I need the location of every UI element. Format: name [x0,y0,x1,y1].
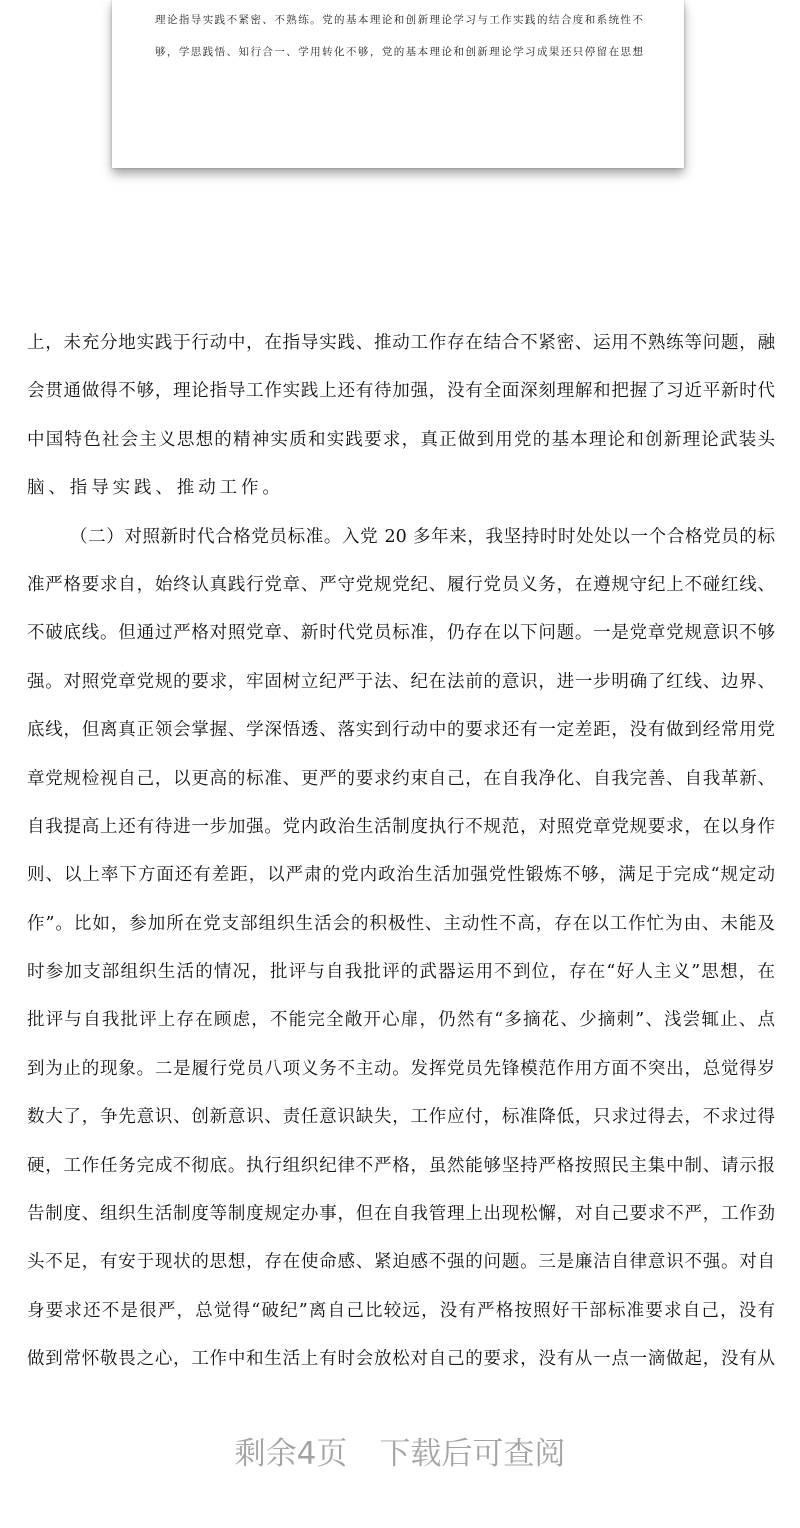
text-line: 硬，工作任务完成不彻底。执行组织纪律不严格，虽然能够坚持严格按照民主集中制、请示报 [27,1155,775,1176]
text-line: 不破底线。但通过严格对照党章、新时代党员标准，仍存在以下问题。一是党章党规意识不够 [27,623,775,644]
text-line: 准严格要求自，始终认真践行党章、严守党规党纪、履行党员义务，在遵规守纪上不碰红线、 [27,574,775,595]
text-line: （二）对照新时代合格党员标准。入党 20 多年来，我坚持时时处处以一个合格党员的标 [70,526,775,547]
text-line: 强。对照党章党规的要求，牢固树立纪严于法、纪在法前的意识，进一步明确了红线、边界、 [27,671,775,692]
text-line: 章党规检视自己，以更高的标准、更严的要求约束自己，在自我净化、自我完善、自我革新、 [27,768,775,789]
text-line: 告制度、组织生活制度等制度规定办事，但在自我管理上出现松懈，对自己要求不严，工作劲 [27,1204,775,1225]
document-body [27,328,775,1393]
preview-line: 理论指导实践不紧密、不熟练。党的基本理论和创新理论学习与工作实践的结合度和系统性不 [155,14,643,26]
text-line: 做到常怀敬畏之心，工作中和生活上有时会放松对自己的要求，没有从一点一滴做起，没有从 [27,1349,775,1370]
text-line: 会贯通做得不够，理论指导工作实践上还有待加强，没有全面深刻理解和把握了习近平新时代 [27,381,775,402]
paragraph-1 [27,328,775,522]
download-to-view-text[interactable]: 下载后可查阅 [379,1436,566,1472]
text-line: 身要求还不是很严，总觉得“破纪”离自己比较远，没有严格按照好干部标准要求自己，没有 [27,1300,775,1321]
text-line: 则、以上率下方面还有差距，以严肃的党内政治生活加强党性锻炼不够，满足于完成“规定动 [27,865,775,886]
text-line: 底线，但离真正领会掌握、学深悟透、落实到行动中的要求还有一定差距，没有做到经常用党 [27,720,775,741]
text-line: 批评与自我批评上存在顾虑，不能完全敞开心扉，仍然有“多摘花、少摘刺”、浅尝辄止、点 [27,1010,775,1031]
text-line: 上，未充分地实践于行动中，在指导实践、推动工作存在结合不紧密、运用不熟练等问题，融 [27,333,775,353]
text-line: 中国特色社会主义思想的精神实质和实践要求，真正做到用党的基本理论和创新理论武装头 [27,429,775,450]
text-line: 自我提高上还有待进一步加强。党内政治生活制度执行不规范，对照党章党规要求，在以身作 [27,816,775,837]
document-preview-card [112,0,684,168]
text-line: 时参加支部组织生活的情况，批评与自我批评的武器运用不到位，存在“好人主义”思想，在 [27,962,775,983]
remaining-pages-text: 剩余4页 [234,1436,348,1472]
preview-line: 够，学思践悟、知行合一、学用转化不够，党的基本理论和创新理论学习成果还只停留在思想 [155,46,643,58]
text-line: 到为止的现象。二是履行党员八项义务不主动。发挥党员先锋模范作用方面不突出，总觉得岁 [27,1058,775,1079]
paragraph-2 [27,522,775,1393]
text-line: 数大了，争先意识、创新意识、责任意识缺失，工作应付，标准降低，只求过得去，不求过得 [27,1107,775,1128]
download-prompt[interactable] [0,1428,800,1473]
text-line: 头不足，有安于现状的思想，存在使命感、紧迫感不强的问题。三是廉洁自律意识不强。对自 [27,1252,775,1273]
text-line: 脑、指导实践、推动工作。 [27,478,284,499]
text-line: 作”。比如，参加所在党支部组织生活会的积极性、主动性不高，存在以工作忙为由、未能及 [27,913,775,934]
